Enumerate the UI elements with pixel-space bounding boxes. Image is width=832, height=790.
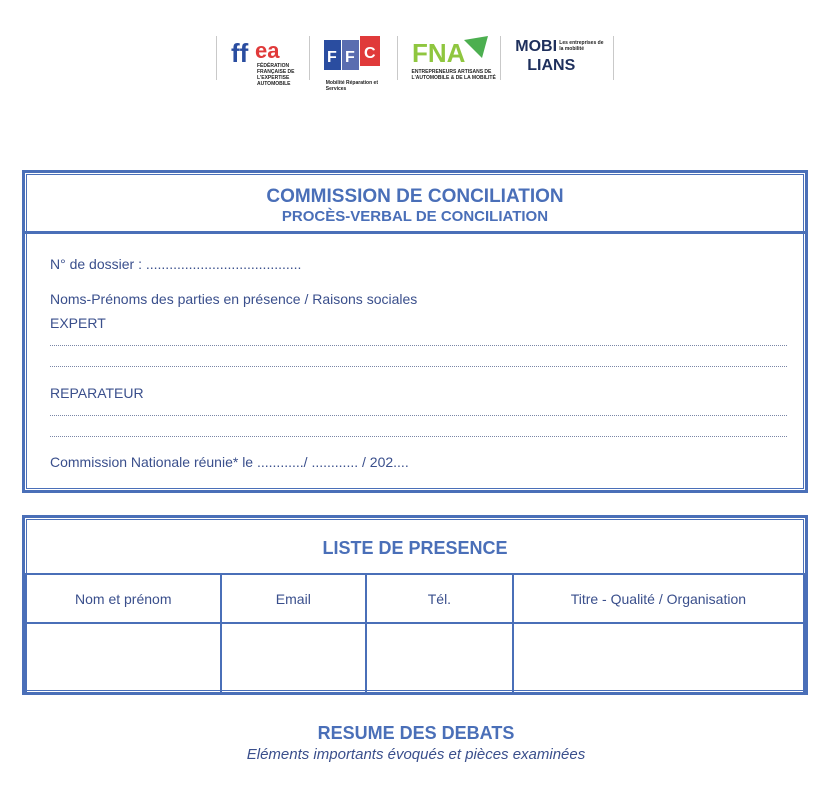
column-email: Email [221,574,367,623]
presence-box [22,515,808,695]
proces-verbal-subtitle: PROCÈS-VERBAL DE CONCILIATION [281,208,549,225]
presence-table [25,573,805,694]
column-nom: Nom et prénom [26,574,221,623]
svg-text:ff: ff [231,38,249,68]
proces-verbal-box [22,170,808,493]
ffea-logo [216,36,309,87]
commission-title: COMMISSION DE CONCILIATION [266,186,564,207]
reparateur-line-2 [50,436,787,437]
cell-email[interactable] [221,623,367,693]
mobilians-caption: Les entreprises de la mobilité [559,40,604,52]
dossier-number: N° de dossier : ........................................ [50,256,302,272]
fna-logo [397,36,501,80]
resume-title: RESUME DES DEBATS [317,723,515,743]
mobilians-mark-top: MOBI [515,38,558,55]
mobilians-logo [500,36,614,80]
expert-line-2 [50,366,787,367]
ffea-caption: FÉDÉRATION FRANÇAISE DE L'EXPERTISE AUTOMOBILE [257,63,295,87]
svg-text:ea: ea [255,38,280,63]
svg-text:FNA: FNA [411,38,465,68]
cell-nom[interactable] [26,623,221,693]
expert-label: EXPERT [50,315,106,331]
svg-text:F: F [344,49,355,66]
commission-date: Commission Nationale réunie* le ............/ ............ / 202.... [50,454,409,470]
presence-title: LISTE DE PRESENCE [322,538,508,558]
ffc-caption: Mobilité Réparation et Services [325,80,378,92]
parties-label: Noms-Prénoms des parties en présence / Raisons sociales [50,291,418,307]
reparateur-line-1 [50,415,787,416]
expert-line-1 [50,345,787,346]
svg-text:F: F [326,49,337,66]
table-row [26,623,804,693]
reparateur-label: REPARATEUR [50,385,144,401]
resume-subtitle: Eléments importants évoqués et pièces examinées [246,746,586,763]
presence-header [25,518,805,573]
ffc-mark-icon [324,36,384,78]
fna-caption: ENTREPRENEURS ARTISANS DE L'AUTOMOBILE & DE LA MOBILITÉ [411,69,496,81]
presence-header-row [26,574,804,623]
proces-verbal-header [25,173,805,234]
mobilians-mark-bottom: LIANS [527,57,576,74]
svg-text:C: C [363,45,376,62]
partner-logos [216,36,614,98]
column-tel: Tél. [366,574,513,623]
fna-mark-icon [412,36,492,70]
cell-titre[interactable] [513,623,804,693]
cell-tel[interactable] [366,623,513,693]
column-titre: Titre - Qualité / Organisation [513,574,804,623]
ffc-logo [309,36,397,92]
